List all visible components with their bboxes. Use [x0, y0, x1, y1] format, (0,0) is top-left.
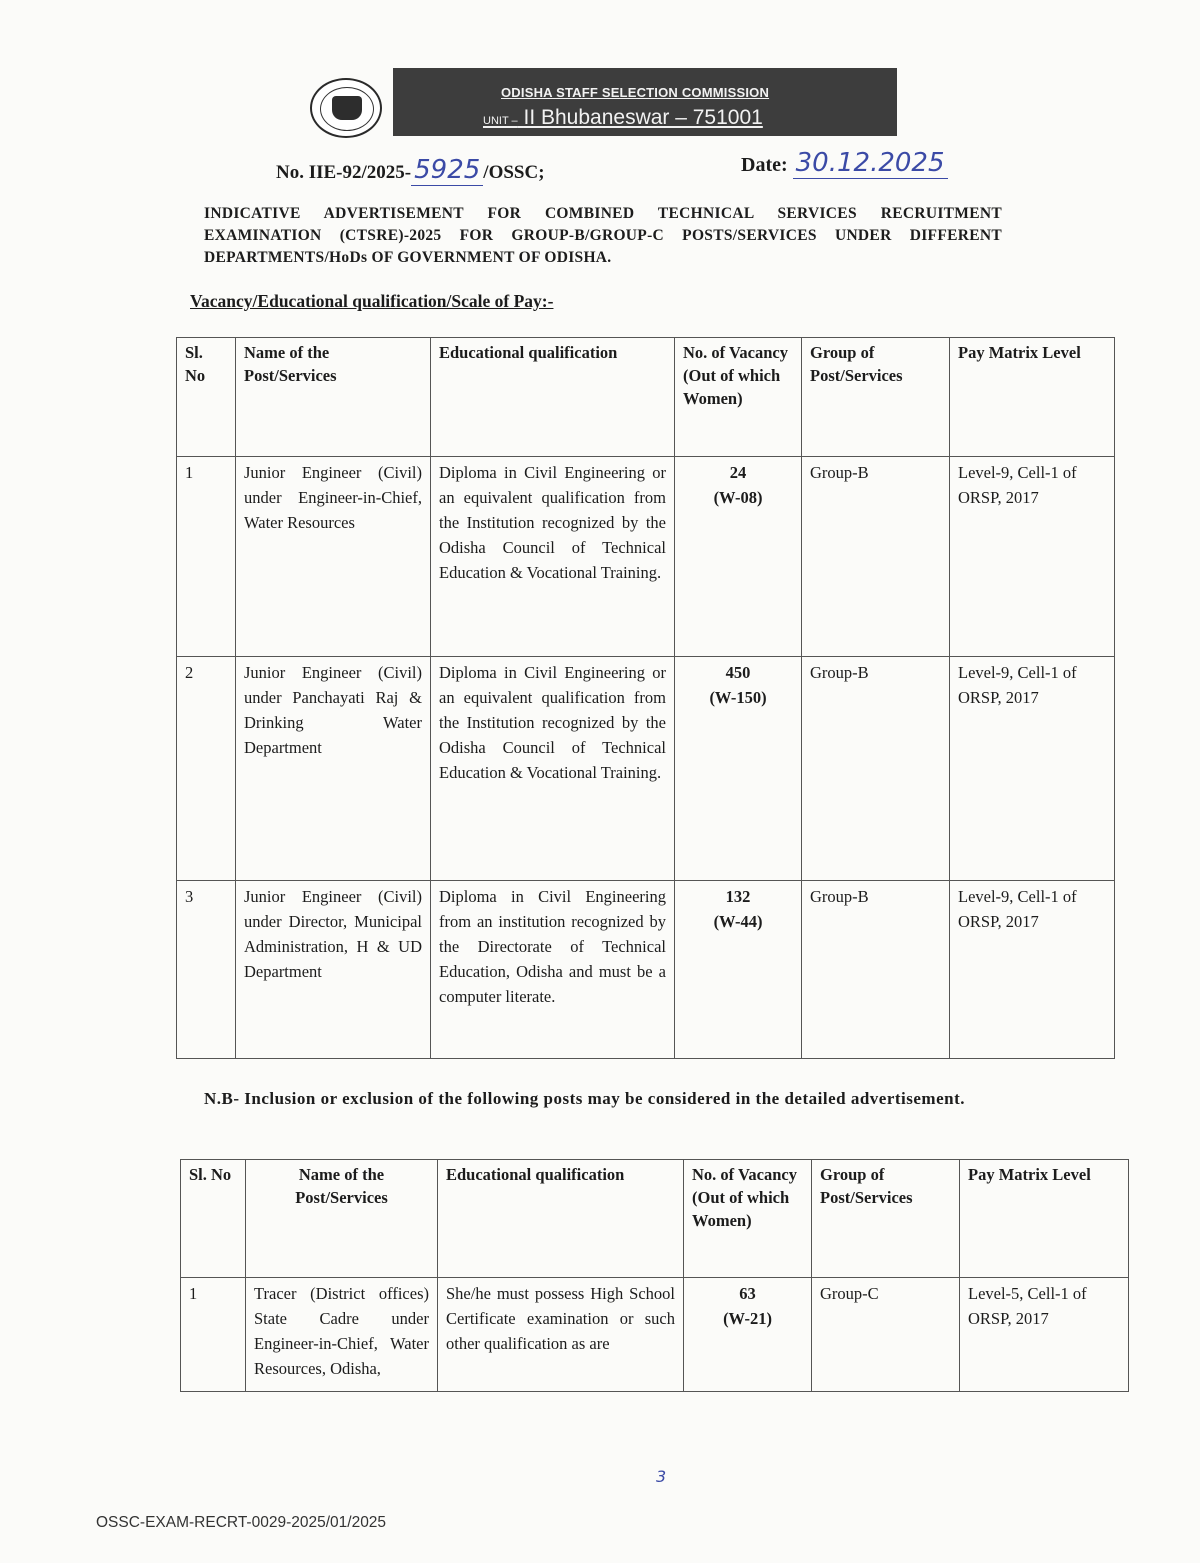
vacancy-total: 24	[729, 463, 747, 482]
vacancy-total: 450	[725, 663, 751, 682]
vacancy-total: 63	[739, 1284, 756, 1303]
vacancy-women: (W-21)	[723, 1309, 772, 1328]
vacancy-total: 132	[725, 887, 751, 906]
cell-qualification: She/he must possess High School Certificate examination or such other qualification as are	[438, 1278, 684, 1392]
cell-pay: Level-9, Cell-1 of ORSP, 2017	[950, 657, 1115, 881]
vacancy-women: (W-44)	[713, 912, 763, 931]
page-mark-handwritten: 3	[656, 1467, 667, 1486]
cell-pay: Level-9, Cell-1 of ORSP, 2017	[950, 881, 1115, 1059]
unit-name: II Bhubaneswar – 751001	[523, 106, 763, 129]
col-header-pay: Pay Matrix Level	[950, 338, 1115, 457]
cell-post: Junior Engineer (Civil) under Panchayati Raj & Drinking Water Department	[236, 657, 431, 881]
table-header-row	[177, 338, 1115, 457]
vacancy-women: (W-150)	[709, 688, 767, 707]
col-header-qualification: Educational qualification	[438, 1160, 684, 1278]
table-header-row	[181, 1160, 1129, 1278]
col-header-group: Group of Post/Services	[812, 1160, 960, 1278]
cell-slno: 3	[177, 881, 236, 1059]
section-heading: Vacancy/Educational qualification/Scale of Pay:-	[190, 291, 554, 311]
table-row	[177, 457, 1115, 657]
ref-prefix: No. IIE-92/2025-	[276, 162, 412, 183]
unit-prefix: UNIT –	[483, 115, 518, 127]
ref-handwritten-number: 5925	[411, 155, 483, 186]
cell-post: Junior Engineer (Civil) under Engineer-in-Chief, Water Resources	[236, 457, 431, 657]
table-row	[177, 881, 1115, 1059]
date-label: Date:	[741, 154, 788, 176]
cell-group: Group-B	[802, 457, 950, 657]
cell-qualification: Diploma in Civil Engineering from an institution recognized by the Directorate of Technical Education, Odisha and must be a computer literate.	[431, 881, 675, 1059]
cell-slno: 1	[177, 457, 236, 657]
cell-vacancy	[675, 657, 802, 881]
state-emblem-seal	[310, 78, 382, 138]
col-header-post: Name of the Post/Services	[246, 1160, 438, 1278]
cell-vacancy	[684, 1278, 812, 1392]
col-header-group: Group of Post/Services	[802, 338, 950, 457]
cell-slno: 1	[181, 1278, 246, 1392]
cell-group: Group-B	[802, 657, 950, 881]
col-header-slno: Sl. No	[181, 1160, 246, 1278]
reference-number	[276, 155, 545, 185]
vacancy-women: (W-08)	[713, 488, 763, 507]
col-header-vacancy: No. of Vacancy (Out of which Women)	[684, 1160, 812, 1278]
nb-note: N.B- Inclusion or exclusion of the following posts may be considered in the detailed advertisement.	[204, 1089, 965, 1108]
org-name: ODISHA STAFF SELECTION COMMISSION	[501, 85, 770, 100]
document-date	[741, 148, 948, 178]
table-row	[177, 657, 1115, 881]
cell-vacancy	[675, 881, 802, 1059]
col-header-vacancy: No. of Vacancy (Out of which Women)	[675, 338, 802, 457]
cell-post: Junior Engineer (Civil) under Director, Municipal Administration, H & UD Department	[236, 881, 431, 1059]
cell-pay: Level-9, Cell-1 of ORSP, 2017	[950, 457, 1115, 657]
cell-vacancy	[675, 457, 802, 657]
unit-address	[483, 106, 763, 130]
emblem-icon	[332, 96, 362, 120]
optional-posts-table	[180, 1159, 1129, 1392]
cell-group: Group-C	[812, 1278, 960, 1392]
date-handwritten: 30.12.2025	[793, 148, 948, 179]
col-header-post: Name of the Post/Services	[236, 338, 431, 457]
cell-slno: 2	[177, 657, 236, 881]
letterhead-banner	[393, 68, 897, 136]
ref-suffix: /OSSC;	[483, 162, 545, 183]
col-header-pay: Pay Matrix Level	[960, 1160, 1129, 1278]
cell-qualification: Diploma in Civil Engineering or an equivalent qualification from the Institution recognized by the Odisha Council of Technical Education & Vocational Training.	[431, 657, 675, 881]
document-title: INDICATIVE ADVERTISEMENT FOR COMBINED TECHNICAL SERVICES RECRUITMENT EXAMINATION (CTSRE)-2025 FOR GROUP-B/GROUP-C POSTS/SERVICES UNDER DIFFERENT DEPARTMENTS/HoDs OF GOVERNMENT OF ODISHA.	[204, 205, 1002, 266]
col-header-slno: Sl. No	[177, 338, 236, 457]
cell-qualification: Diploma in Civil Engineering or an equivalent qualification from the Institution recognized by the Odisha Council of Technical Education & Vocational Training.	[431, 457, 675, 657]
table-row	[181, 1278, 1129, 1392]
cell-post: Tracer (District offices) State Cadre under Engineer-in-Chief, Water Resources, Odisha,	[246, 1278, 438, 1392]
footer-code: OSSC-EXAM-RECRT-0029-2025/01/2025	[96, 1514, 387, 1531]
cell-group: Group-B	[802, 881, 950, 1059]
col-header-qualification: Educational qualification	[431, 338, 675, 457]
cell-pay: Level-5, Cell-1 of ORSP, 2017	[960, 1278, 1129, 1392]
vacancy-table	[176, 337, 1115, 1059]
